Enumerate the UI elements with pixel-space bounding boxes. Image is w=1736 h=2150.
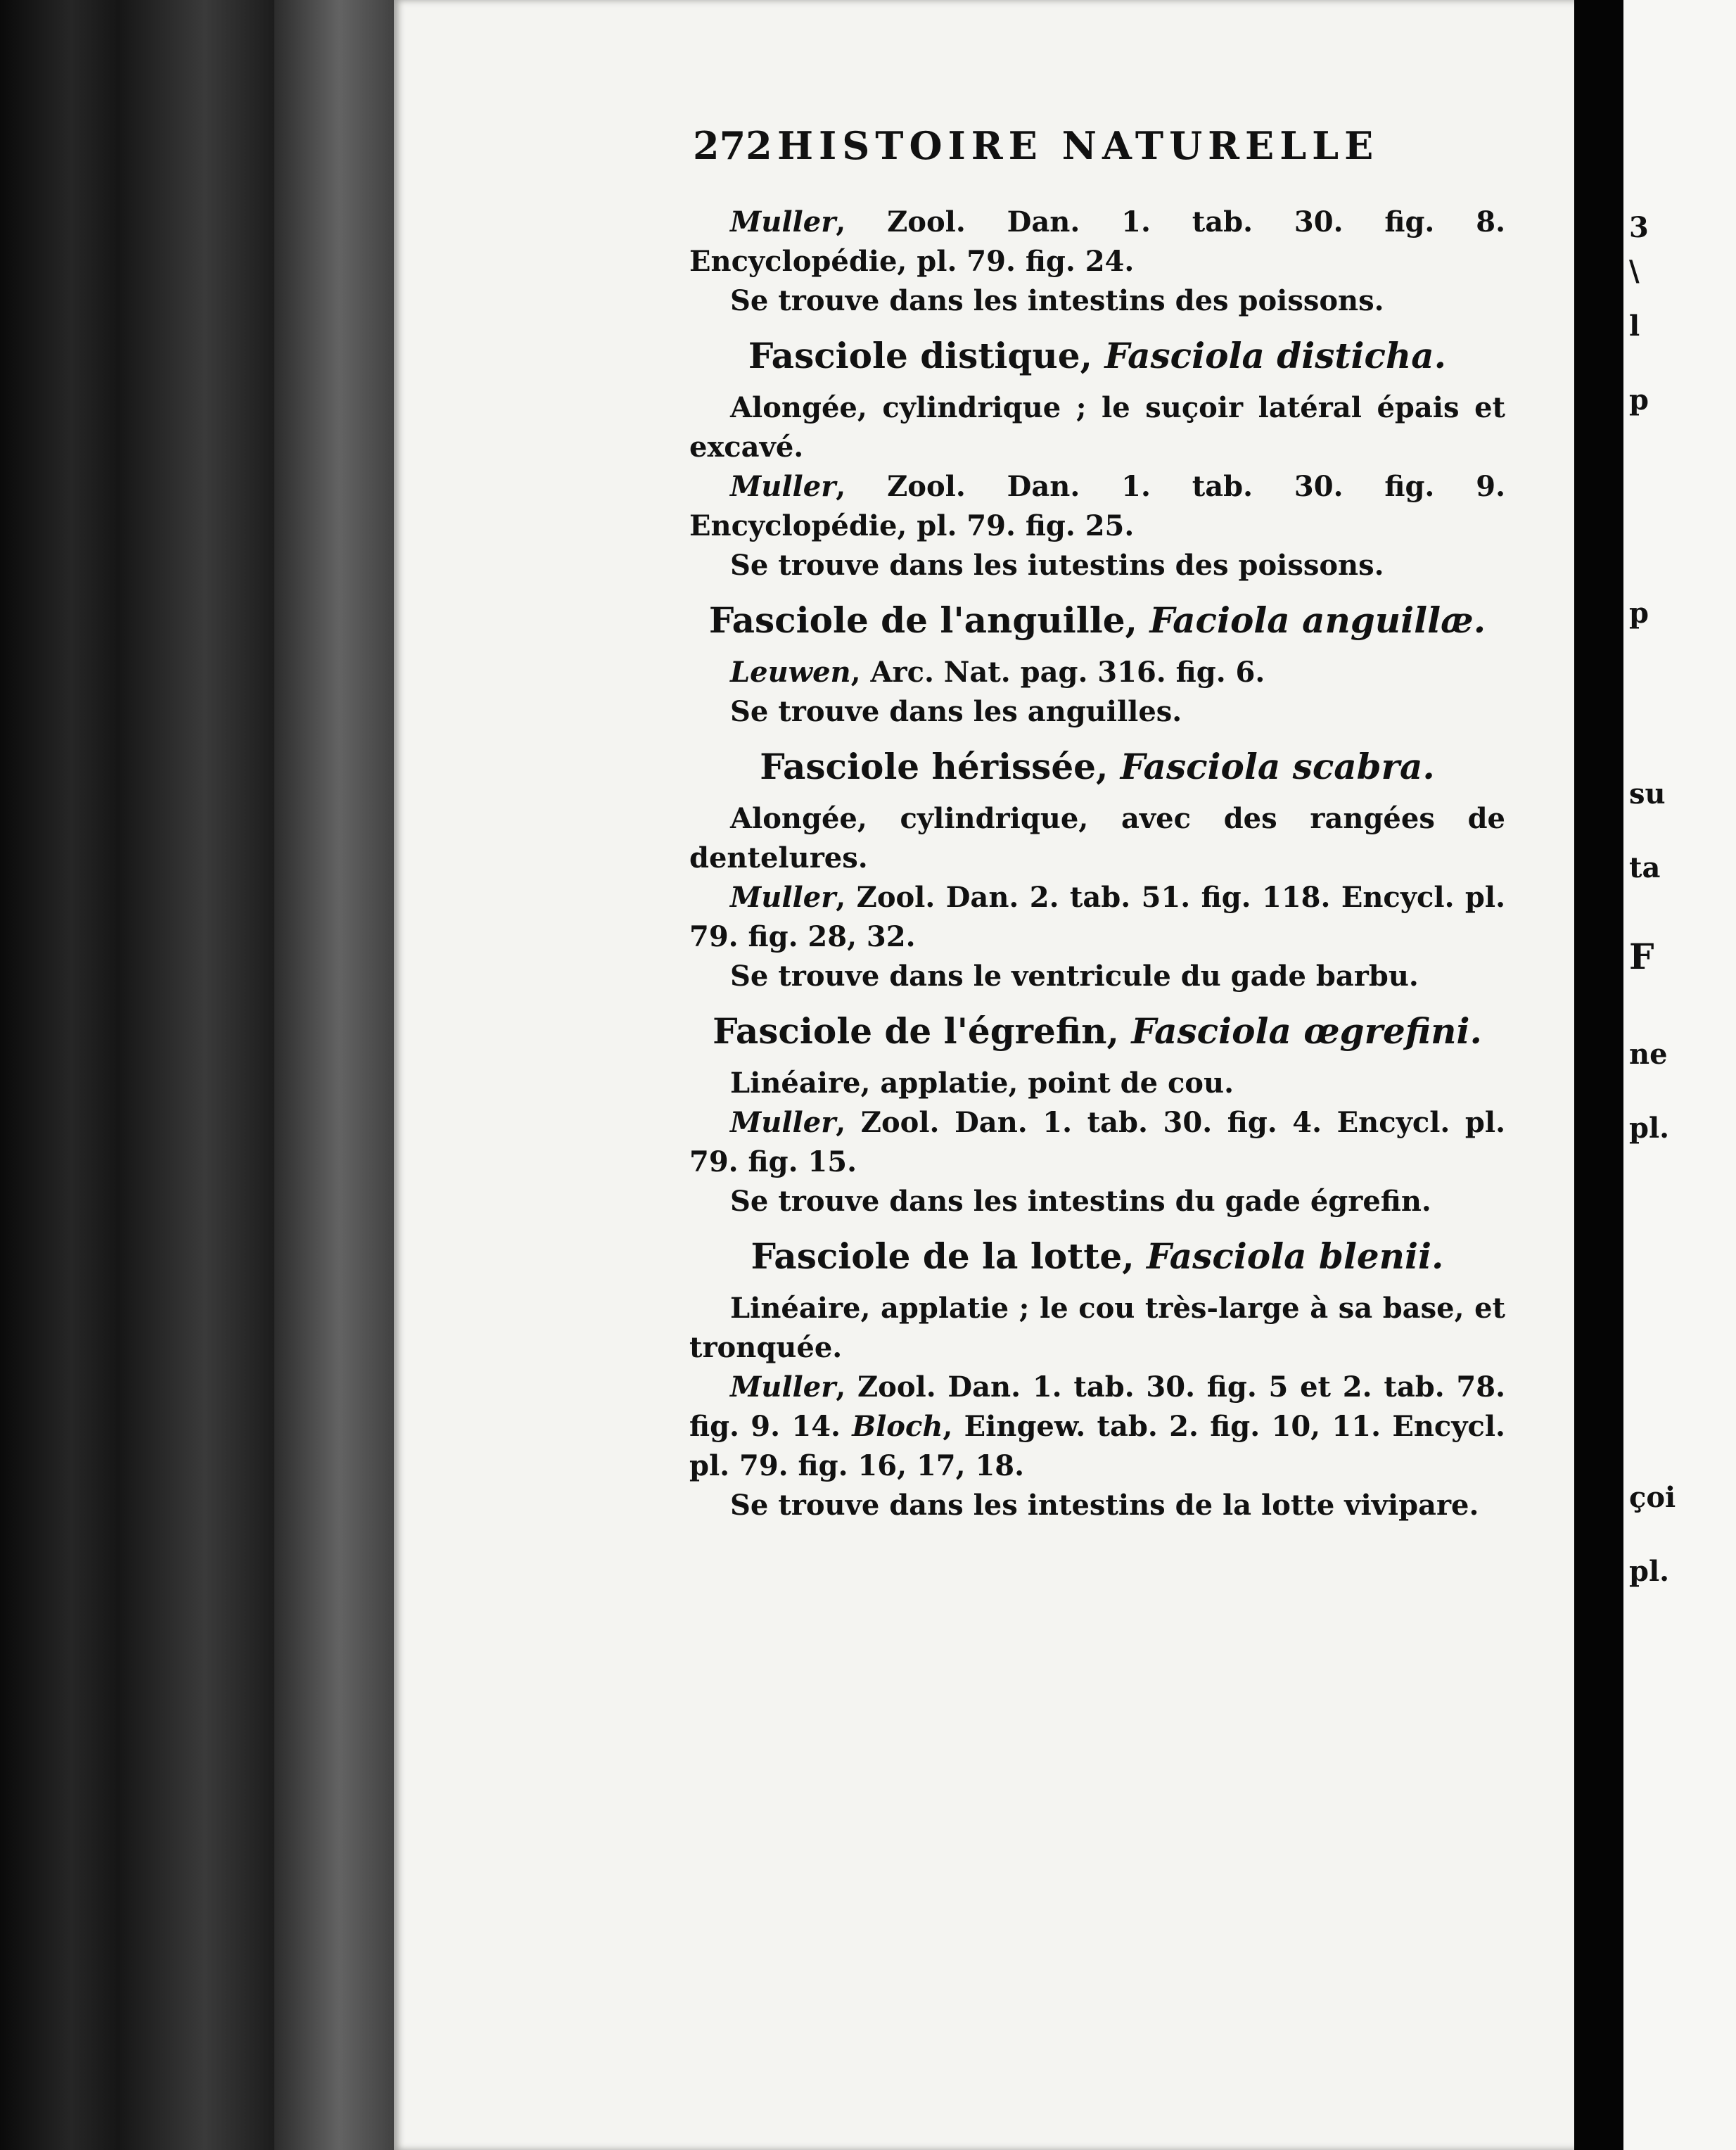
common-name: Fasciole de l'anguille (708, 599, 1125, 641)
reference-text: , Zool. Dan. 1. tab. 30. fig. 9. Encyclopédie, pl. 79. fig. 25. (689, 470, 1505, 542)
reference-line (689, 467, 1505, 546)
fragment-text: pl. (1629, 1112, 1670, 1145)
species-heading: Fasciole hérissée, Fasciola scabra. (760, 746, 1435, 787)
reference-author: Muller (730, 1106, 836, 1139)
fragment-text: ne (1629, 1038, 1668, 1071)
page-number: 272 (693, 123, 772, 168)
habitat-line: Se trouve dans les intestins du gade égrefin. (730, 1185, 1431, 1218)
habitat-line: Se trouve dans les intestins de la lotte vivipare. (730, 1489, 1479, 1522)
description-line: Alongée, cylindrique ; le suçoir latéral épais et excavé. (689, 391, 1505, 464)
fragment-text: l (1629, 310, 1640, 343)
running-header (693, 123, 1417, 168)
running-title: HISTOIRE NATURELLE (777, 123, 1379, 168)
description-line: Alongée, cylindrique, avec des rangées de dentelures. (689, 802, 1505, 874)
habitat-line: Se trouve dans les anguilles. (730, 695, 1182, 728)
habitat-line: Se trouve dans les intestins des poissons. (730, 284, 1384, 317)
page-body (689, 203, 1505, 1525)
adjacent-page-fragment (1623, 0, 1736, 2150)
species-heading: Fasciole de la lotte, Fasciola blenii. (751, 1235, 1444, 1277)
habitat-line: Se trouve dans le ventricule du gade barbu. (730, 960, 1419, 993)
reference-author: Muller (730, 470, 836, 503)
common-name: Fasciole de la lotte (751, 1235, 1123, 1277)
reference-text: , Zool. Dan. 1. tab. 30. fig. 4. Encycl. pl. 79. fig. 15. (689, 1106, 1505, 1178)
fragment-text: p (1629, 383, 1649, 416)
reference-text: , Arc. Nat. pag. 316. fig. 6. (850, 656, 1265, 689)
page-edge-shadow (1574, 0, 1623, 2150)
reference-line (689, 878, 1505, 957)
reference-line (689, 1368, 1505, 1486)
fragment-text: su (1629, 777, 1666, 810)
description-line: Linéaire, applatie, point de cou. (730, 1067, 1234, 1100)
reference-text: , Zool. Dan. 1. tab. 30. fig. 5 et 2. tab. 78. fig. 9. 14. (689, 1370, 1505, 1443)
latin-name: Fasciola disticha. (1104, 335, 1447, 376)
common-name: Fasciole hérissée (760, 746, 1096, 787)
reference-author: Muller (730, 205, 836, 238)
fragment-text: çoi (1629, 1481, 1676, 1514)
reference-author: Muller (730, 881, 836, 914)
fragment-text: p (1629, 597, 1649, 630)
reference-author: Bloch (852, 1410, 943, 1443)
reference-text: , Zool. Dan. 2. tab. 51. fig. 118. Encycl. pl. 79. fig. 28, 32. (689, 881, 1505, 953)
fragment-text: F (1629, 936, 1654, 977)
species-heading: Fasciole de l'égrefin, Fasciola œgrefini. (713, 1010, 1482, 1052)
reference-author: Leuwen (730, 656, 851, 689)
reference-text: , Zool. Dan. 1. tab. 30. fig. 8. Encyclopédie, pl. 79. fig. 24. (689, 205, 1505, 278)
reference-line (689, 653, 1505, 692)
habitat-line: Se trouve dans les iutestins des poissons. (730, 549, 1384, 582)
fragment-text: ta (1629, 851, 1661, 884)
reference-line (689, 1103, 1505, 1182)
species-heading: Fasciole de l'anguille, Faciola anguillæ. (708, 599, 1486, 641)
description-line: Linéaire, applatie ; le cou très-large à sa base, et tronquée. (689, 1292, 1505, 1364)
fragment-text: pl. (1629, 1555, 1670, 1588)
latin-name: Fasciola œgrefini. (1131, 1010, 1482, 1052)
reference-line (689, 203, 1505, 281)
latin-name: Faciola anguillæ. (1149, 599, 1486, 641)
reference-text: , Eingew. tab. 2. fig. 10, 11. Encycl. pl. 79. fig. 16, 17, 18. (689, 1410, 1505, 1482)
page-gutter (274, 0, 394, 2150)
reference-author: Muller (730, 1370, 836, 1404)
fragment-text: \ (1629, 255, 1640, 288)
latin-name: Fasciola blenii. (1147, 1235, 1444, 1277)
fragment-text: 3 (1629, 211, 1649, 244)
common-name: Fasciole distique (748, 335, 1080, 376)
common-name: Fasciole de l'égrefin (713, 1010, 1107, 1052)
latin-name: Fasciola scabra. (1120, 746, 1435, 787)
species-heading: Fasciole distique, Fasciola disticha. (748, 335, 1447, 376)
